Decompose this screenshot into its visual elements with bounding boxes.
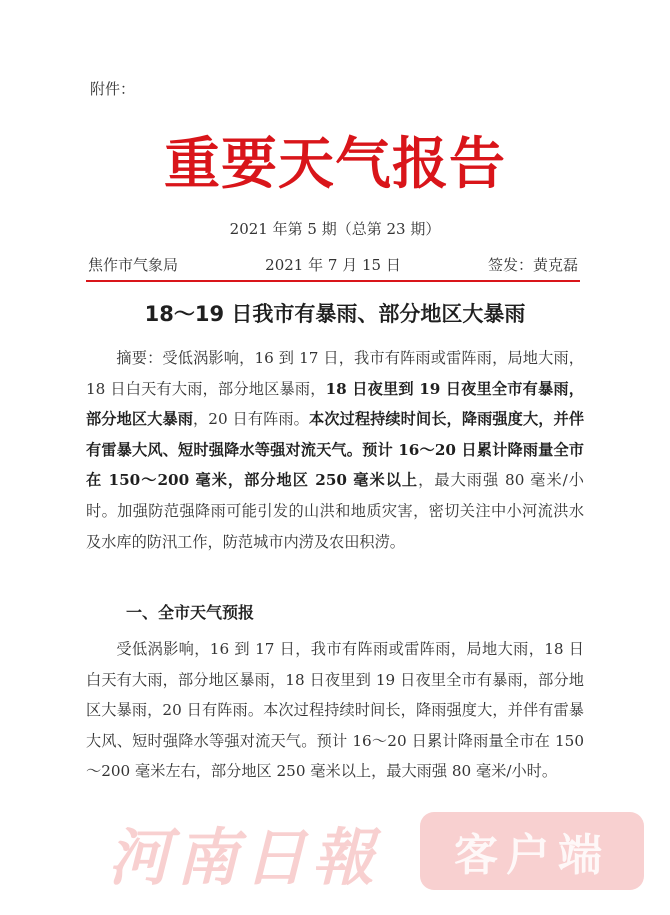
report-title: 重要天气报告 (164, 132, 506, 197)
headline: 18～19 日我市有暴雨、部分地区大暴雨 (144, 302, 526, 326)
issue-date: 2021 年 7 月 15 日 (265, 256, 401, 274)
summary-text-2: ，20 日有阵雨。 (193, 410, 309, 429)
watermark-client-label: 客户端 (454, 830, 610, 881)
summary-bold-1: 18 日夜里到 19 日夜里全市有暴雨，部分地区大暴雨 (86, 379, 584, 429)
summary-paragraph (86, 343, 584, 557)
issuer: 焦作市气象局 (88, 256, 179, 274)
issue-number: 2021 年第 5 期（总第 23 期） (229, 220, 441, 238)
watermark-brand: 河南日報 (108, 821, 381, 894)
summary-bold-2: 本次过程持续时间长，降雨强度大，并伴有雷暴大风、短时强降水等强对流天气。预计 16～20 日累计降雨量全市在 150～200 毫米，部分地区 250 毫米以上 (86, 410, 585, 490)
watermark-client-badge (420, 812, 644, 890)
section-paragraph: 受低涡影响，16 到 17 日，我市有阵雨或雷阵雨，局地大雨，18 日白天有大雨，部分地区暴雨，18 日夜里到 19 日夜里全市有暴雨，部分地区大暴雨，20 日有阵雨。本次过程持续时间长，降雨强度大，并伴有雷暴大风、短时强降水等强对流天气。预计 16～20 日累计降雨量全市在 150～200 毫米左右，部分地区 250 毫米以上，最大雨强 80 毫米/小时。 (86, 640, 584, 781)
issuer-row (88, 254, 578, 275)
attachment-label: 附件： (90, 80, 136, 98)
red-divider (86, 280, 580, 282)
summary-text-1: 摘要：受低涡影响，16 到 17 日，我市有阵雨或雷阵雨，局地大雨，18 日白天有大雨，部分地区暴雨， (86, 349, 584, 398)
summary-text-3: ，最大雨强 80 毫米/小时。加强防范强降雨可能引发的山洪和地质灾害，密切关注中小河流洪水及水库的防汛工作，防范城市内涝及农田积涝。 (86, 471, 584, 551)
signer: 签发：黄克磊 (487, 256, 578, 274)
section-heading: 一、全市天气预报 (126, 603, 255, 622)
